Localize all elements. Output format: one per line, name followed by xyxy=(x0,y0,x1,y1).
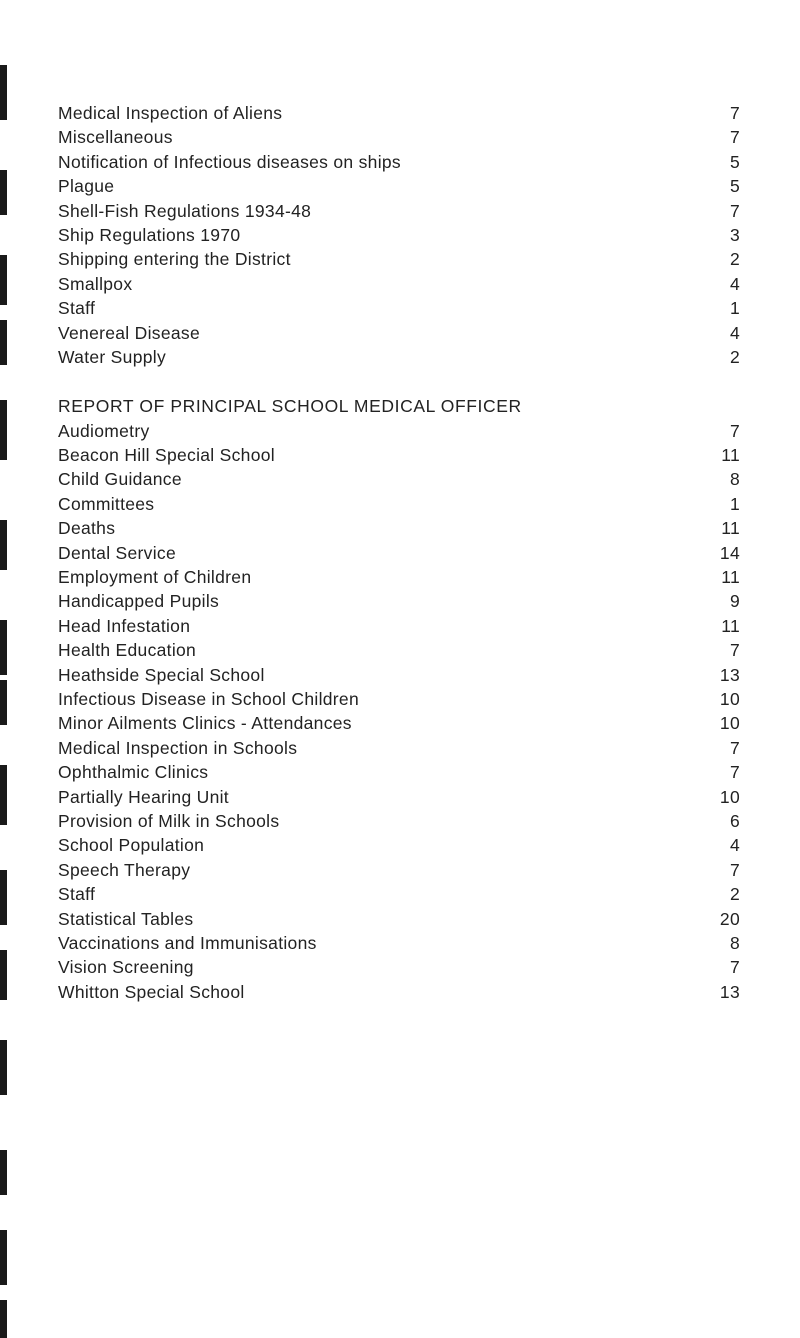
entry-label: Child Guidance xyxy=(58,469,182,490)
entry-page-number: 7 xyxy=(729,859,740,880)
index-entry xyxy=(58,589,740,613)
entry-page-number: 14 xyxy=(719,542,740,563)
binding-mark xyxy=(0,400,7,460)
entry-label: Shipping entering the District xyxy=(58,249,291,270)
index-entry xyxy=(58,760,740,784)
entry-label: Handicapped Pupils xyxy=(58,591,220,612)
index-entry xyxy=(58,101,740,125)
entry-label: Committees xyxy=(58,493,155,514)
entry-page-number: 11 xyxy=(721,567,740,588)
entry-page-number: 8 xyxy=(729,469,740,490)
entry-label: Infectious Disease in School Children xyxy=(58,688,359,709)
entry-label: Smallpox xyxy=(58,273,133,294)
entry-page-number: 11 xyxy=(721,445,740,466)
section-spacer xyxy=(58,369,740,394)
index-entry xyxy=(58,150,740,174)
entry-page-number: 5 xyxy=(729,176,740,197)
entry-label: Plague xyxy=(58,176,115,197)
entry-page-number: 10 xyxy=(719,713,740,734)
entry-page-number: 9 xyxy=(729,591,740,612)
entry-page-number: 3 xyxy=(729,224,740,245)
section-heading: REPORT OF PRINCIPAL SCHOOL MEDICAL OFFICER xyxy=(58,396,522,417)
entry-page-number: 4 xyxy=(729,835,740,856)
index-entry xyxy=(58,345,740,369)
binding-mark xyxy=(0,65,7,120)
entry-page-number: 10 xyxy=(719,688,740,709)
binding-mark xyxy=(0,1230,7,1285)
binding-mark xyxy=(0,620,7,675)
index-entry xyxy=(58,663,740,687)
index-section-port-health xyxy=(58,101,740,369)
entry-page-number: 2 xyxy=(729,884,740,905)
binding-mark xyxy=(0,320,7,365)
entry-page-number: 7 xyxy=(729,640,740,661)
index-entry xyxy=(58,858,740,882)
entry-page-number: 7 xyxy=(729,200,740,221)
entry-label: Vision Screening xyxy=(58,957,194,978)
entry-page-number: 10 xyxy=(719,786,740,807)
index-entry xyxy=(58,833,740,857)
entry-label: Health Education xyxy=(58,640,197,661)
index-entry xyxy=(58,907,740,931)
entry-page-number: 1 xyxy=(729,298,740,319)
index-entry xyxy=(58,443,740,467)
index-entry xyxy=(58,980,740,1004)
entry-label: Employment of Children xyxy=(58,567,252,588)
entry-page-number: 7 xyxy=(729,957,740,978)
index-entry xyxy=(58,614,740,638)
entry-label: School Population xyxy=(58,835,205,856)
index-entry xyxy=(58,272,740,296)
entry-page-number: 4 xyxy=(729,273,740,294)
entry-page-number: 6 xyxy=(729,810,740,831)
index-entry xyxy=(58,687,740,711)
binding-mark xyxy=(0,1040,7,1095)
index-section-school-medical xyxy=(58,419,740,1004)
index-entry xyxy=(58,882,740,906)
entry-label: Speech Therapy xyxy=(58,859,191,880)
entry-label: Water Supply xyxy=(58,346,166,367)
entry-page-number: 7 xyxy=(729,762,740,783)
index-entry xyxy=(58,174,740,198)
entry-page-number: 5 xyxy=(729,151,740,172)
entry-label: Staff xyxy=(58,884,96,905)
index-entry xyxy=(58,321,740,345)
index-entry xyxy=(58,223,740,247)
entry-label: Statistical Tables xyxy=(58,908,194,929)
entry-label: Ophthalmic Clinics xyxy=(58,762,209,783)
index-entry xyxy=(58,199,740,223)
index-entry xyxy=(58,736,740,760)
entry-page-number: 11 xyxy=(721,615,740,636)
binding-mark xyxy=(0,520,7,570)
entry-label: Ship Regulations 1970 xyxy=(58,224,241,245)
entry-label: Audiometry xyxy=(58,420,150,441)
index-entry xyxy=(58,785,740,809)
entry-label: Notification of Infectious diseases on ships xyxy=(58,151,401,172)
entry-page-number: 1 xyxy=(729,493,740,514)
index-entry xyxy=(58,419,740,443)
entry-label: Vaccinations and Immunisations xyxy=(58,932,317,953)
binding-mark xyxy=(0,680,7,725)
index-entry xyxy=(58,955,740,979)
index-entry xyxy=(58,516,740,540)
index-entry xyxy=(58,541,740,565)
entry-label: Head Infestation xyxy=(58,615,191,636)
entry-label: Dental Service xyxy=(58,542,177,563)
entry-page-number: 2 xyxy=(729,346,740,367)
entry-page-number: 7 xyxy=(729,127,740,148)
entry-label: Minor Ailments Clinics - Attendances xyxy=(58,713,352,734)
entry-page-number: 11 xyxy=(721,518,740,539)
index-entry xyxy=(58,125,740,149)
index-entry xyxy=(58,809,740,833)
entry-label: Partially Hearing Unit xyxy=(58,786,229,807)
entry-label: Whitton Special School xyxy=(58,981,245,1002)
index-entry xyxy=(58,638,740,662)
binding-mark xyxy=(0,1300,7,1338)
entry-label: Medical Inspection of Aliens xyxy=(58,103,283,123)
index-entry xyxy=(58,492,740,516)
entry-page-number: 13 xyxy=(719,664,740,685)
binding-mark xyxy=(0,870,7,925)
entry-page-number: 7 xyxy=(729,737,740,758)
index-entry xyxy=(58,711,740,735)
entry-page-number: 2 xyxy=(729,249,740,270)
entry-page-number: 13 xyxy=(719,981,740,1002)
binding-edge xyxy=(0,0,10,1338)
entry-label: Deaths xyxy=(58,518,116,539)
entry-page-number: 7 xyxy=(729,420,740,441)
entry-label: Beacon Hill Special School xyxy=(58,445,275,466)
binding-mark xyxy=(0,170,7,215)
entry-label: Miscellaneous xyxy=(58,127,173,148)
index-entry xyxy=(58,565,740,589)
index-entry xyxy=(58,467,740,491)
entry-page-number: 7 xyxy=(729,103,740,123)
entry-label: Medical Inspection in Schools xyxy=(58,737,298,758)
index-entry xyxy=(58,931,740,955)
binding-mark xyxy=(0,1150,7,1195)
entry-label: Shell-Fish Regulations 1934-48 xyxy=(58,200,312,221)
binding-mark xyxy=(0,255,7,305)
entry-label: Venereal Disease xyxy=(58,322,200,343)
binding-mark xyxy=(0,950,7,1000)
index-page xyxy=(58,101,740,1004)
index-entry xyxy=(58,247,740,271)
entry-label: Provision of Milk in Schools xyxy=(58,810,280,831)
entry-page-number: 4 xyxy=(729,322,740,343)
index-entry xyxy=(58,296,740,320)
entry-label: Heathside Special School xyxy=(58,664,265,685)
entry-label: Staff xyxy=(58,298,96,319)
binding-mark xyxy=(0,765,7,825)
entry-page-number: 8 xyxy=(729,932,740,953)
entry-page-number: 20 xyxy=(719,908,740,929)
